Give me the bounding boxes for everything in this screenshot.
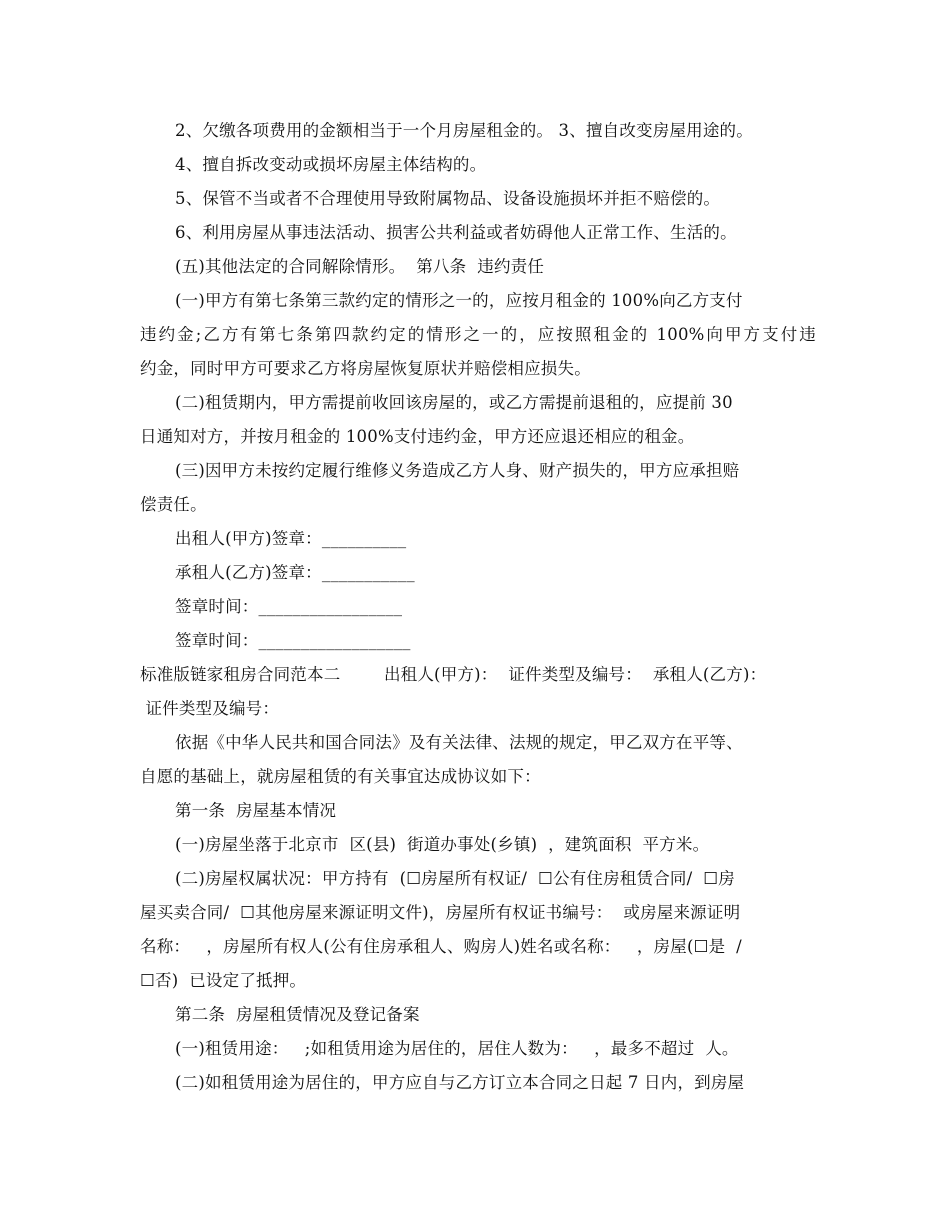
signature-date-line: 签章时间：_________________ bbox=[175, 597, 403, 616]
text-line: 证件类型及编号： bbox=[140, 699, 280, 718]
text-line: 6、利用房屋从事违法活动、损害公共利益或者妨碍他人正常工作、生活的。 bbox=[175, 223, 737, 242]
text-line: ☐否) 已设定了抵押。 bbox=[140, 971, 307, 990]
text-line: 自愿的基础上，就房屋租赁的有关事宜达成协议如下： bbox=[140, 767, 541, 786]
text-line: 2、欠缴各项费用的金额相当于一个月房屋租金的。 3、擅自改变房屋用途的。 bbox=[175, 121, 753, 140]
text-line: 日通知对方，并按月租金的 100%支付违约金，甲方还应退还相应的租金。 bbox=[140, 427, 695, 446]
text-line: 约金，同时甲方可要求乙方将房屋恢复原状并赔偿相应损失。 bbox=[140, 359, 591, 378]
article-heading: 第二条 房屋租赁情况及登记备案 bbox=[175, 1005, 420, 1024]
text-line: (二)房屋权属状况：甲方持有 (☐房屋所有权证/ ☐公有住房租赁合同/ ☐房 bbox=[175, 869, 735, 888]
text-line: 4、擅自拆改变动或损坏房屋主体结构的。 bbox=[175, 155, 487, 174]
text-line: 依据《中华人民共和国合同法》及有关法律、法规的规定，甲乙双方在平等、 bbox=[175, 733, 743, 752]
text-line: (一)租赁用途： ;如租赁用途为居住的，居住人数为： ，最多不超过 人。 bbox=[175, 1039, 739, 1058]
section-heading: 标准版链家租房合同范本二 出租人(甲方)： 证件类型及编号： 承租人(乙方)： bbox=[140, 665, 767, 684]
text-line: (一)房屋坐落于北京市 区(县) 街道办事处(乡镇) ，建筑面积 平方米。 bbox=[175, 835, 710, 854]
text-line: (二)租赁期内，甲方需提前收回该房屋的，或乙方需提前退租的，应提前 30 bbox=[175, 393, 733, 412]
text-line: 偿责任。 bbox=[140, 495, 207, 514]
signature-line: 承租人(乙方)签章：___________ bbox=[175, 563, 415, 582]
text-line: (三)因甲方未按约定履行维修义务造成乙方人身、财产损失的，甲方应承担赔 bbox=[175, 461, 740, 480]
signature-date-line: 签章时间：__________________ bbox=[175, 631, 411, 650]
text-line: 屋买卖合同/ ☐其他房屋来源证明文件)，房屋所有权证书编号： 或房屋来源证明 bbox=[140, 903, 741, 922]
article-heading: 第一条 房屋基本情况 bbox=[175, 801, 337, 820]
text-line: (二)如租赁用途为居住的，甲方应自与乙方订立本合同之日起 7 日内，到房屋 bbox=[175, 1073, 745, 1092]
signature-line: 出租人(甲方)签章：__________ bbox=[175, 529, 407, 548]
text-line: 违约金;乙方有第七条第四款约定的情形之一的，应按照租金的 100%向甲方支付违 bbox=[140, 325, 816, 344]
text-line: 名称： ，房屋所有权人(公有住房承租人、购房人)姓名或名称： ，房屋(☐是 / bbox=[140, 937, 742, 956]
text-line: (一)甲方有第七条第三款约定的情形之一的，应按月租金的 100%向乙方支付 bbox=[175, 291, 743, 310]
text-line: (五)其他法定的合同解除情形。 第八条 违约责任 bbox=[175, 257, 545, 276]
text-line: 5、保管不当或者不合理使用导致附属物品、设备设施损坏并拒不赔偿的。 bbox=[175, 189, 721, 208]
